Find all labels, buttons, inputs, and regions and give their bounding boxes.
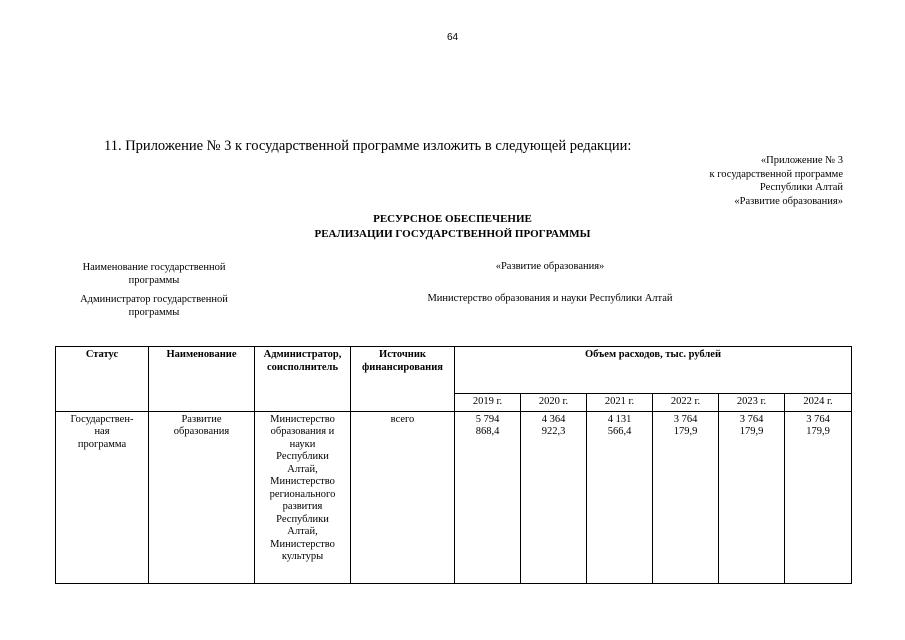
page-number: 64 xyxy=(446,32,459,43)
value-line: 3 764 xyxy=(739,413,764,425)
cell-line: Алтай, xyxy=(287,463,318,475)
cell-line: Развитие xyxy=(181,413,222,425)
label-line: программы xyxy=(128,275,180,286)
value-line: 4 131 xyxy=(607,413,632,425)
administrator-value: Министерство образования и науки Республики Алтай xyxy=(427,293,673,304)
value-line: 566,4 xyxy=(607,426,632,437)
year-header: 2023 г. xyxy=(719,394,785,412)
cell-line: культуры xyxy=(281,551,324,562)
header-administrator xyxy=(255,347,351,412)
value-line: 868,4 xyxy=(475,426,500,437)
value-cell-2021 xyxy=(587,411,653,583)
value-line: 3 764 xyxy=(673,413,698,425)
value-line: 5 794 xyxy=(475,413,500,425)
intro-paragraph: 11. Приложение № 3 к государственной программе изложить в следующей редакции: xyxy=(104,138,632,154)
program-name-value: «Развитие образования» xyxy=(495,261,605,272)
cell-line: ная xyxy=(94,426,110,437)
value-line: 3 764 xyxy=(806,413,830,425)
label-line: Наименование государственной xyxy=(82,262,226,273)
program-name-label xyxy=(64,261,244,287)
cell-line: Министерство xyxy=(270,476,335,487)
appendix-line: «Приложение № 3 xyxy=(760,155,843,166)
table-row xyxy=(56,411,852,583)
status-cell xyxy=(56,411,149,583)
document-title xyxy=(0,212,905,242)
cell-line: Министерство xyxy=(270,538,335,550)
administrator-label xyxy=(64,293,244,319)
header-name: Наименование xyxy=(149,347,255,412)
cell-line: образования xyxy=(173,426,230,437)
value-cell-2023 xyxy=(719,411,785,583)
header-expenses: Объем расходов, тыс. рублей xyxy=(455,347,852,394)
resource-table xyxy=(55,346,852,584)
value-line: 4 364 xyxy=(541,413,566,425)
label-line: Администратор государственной xyxy=(80,294,228,305)
administrator-cell xyxy=(255,411,351,583)
header-source xyxy=(351,347,455,412)
year-header: 2024 г. xyxy=(785,394,852,412)
value-line: 922,3 xyxy=(541,426,566,437)
year-header: 2020 г. xyxy=(521,394,587,412)
name-cell xyxy=(149,411,255,583)
year-header: 2022 г. xyxy=(653,394,719,412)
value-cell-2024 xyxy=(785,411,852,583)
cell-line: Государствен- xyxy=(70,413,134,425)
label-line: программы xyxy=(128,307,180,318)
value-cell-2019 xyxy=(455,411,521,583)
value-line: 179,9 xyxy=(673,426,698,437)
year-header: 2019 г. xyxy=(455,394,521,412)
value-cell-2020 xyxy=(521,411,587,583)
cell-line: образования и xyxy=(270,426,335,437)
appendix-reference xyxy=(543,154,843,208)
cell-line: Алтай, xyxy=(287,526,318,537)
cell-line: программа xyxy=(77,438,127,450)
cell-line: Министерство xyxy=(270,413,335,425)
cell-line: науки xyxy=(289,438,316,450)
year-header: 2021 г. xyxy=(587,394,653,412)
appendix-line: «Развитие образования» xyxy=(734,195,843,207)
title-line: РЕСУРСНОЕ ОБЕСПЕЧЕНИЕ xyxy=(373,213,532,225)
cell-line: развития xyxy=(282,501,323,512)
source-cell: всего xyxy=(351,411,455,583)
appendix-line: к государственной программе xyxy=(709,168,843,180)
value-line: 179,9 xyxy=(739,426,764,437)
header-line: соисполнитель xyxy=(266,361,339,373)
value-line: 179,9 xyxy=(806,426,830,437)
value-cell-2022 xyxy=(653,411,719,583)
cell-line: Республики xyxy=(276,451,329,462)
header-line: финансирования xyxy=(362,361,443,373)
cell-line: регионального xyxy=(269,488,336,500)
header-status: Статус xyxy=(56,347,149,412)
appendix-line: Республики Алтай xyxy=(759,182,843,193)
title-line: РЕАЛИЗАЦИИ ГОСУДАРСТВЕННОЙ ПРОГРАММЫ xyxy=(314,228,591,240)
header-line: Администратор, xyxy=(263,349,342,360)
header-line: Источник xyxy=(379,349,426,360)
cell-line: Республики xyxy=(276,513,329,525)
